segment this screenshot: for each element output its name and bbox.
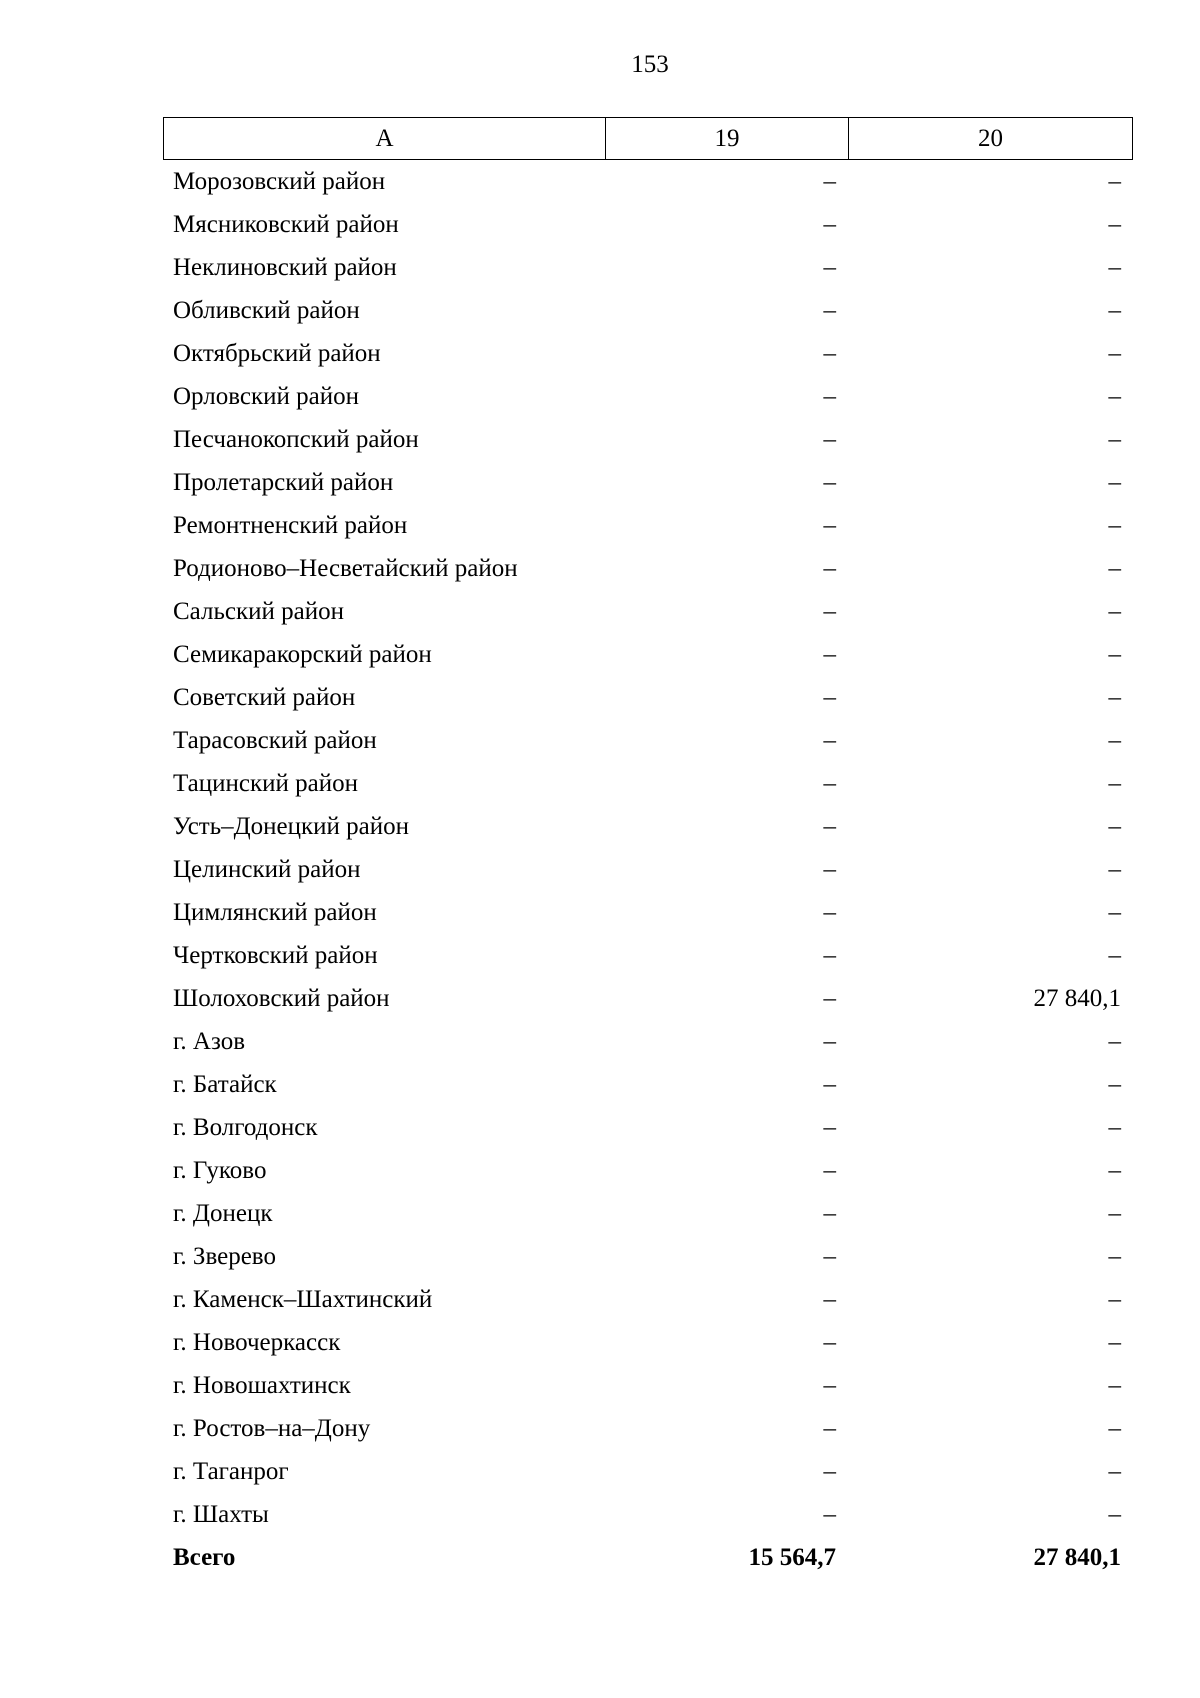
total-value-20: 27 840,1: [1033, 1543, 1121, 1571]
row-value-19: –: [823, 726, 836, 754]
row-value-19: –: [823, 597, 836, 625]
row-value-20: –: [1108, 1285, 1121, 1313]
table-row: [163, 977, 1133, 1020]
row-name: Шолоховский район: [173, 984, 390, 1012]
table-row: [163, 1063, 1133, 1106]
row-value-19: –: [823, 253, 836, 281]
row-name: Целинский район: [173, 855, 361, 883]
row-name: г. Ростов–на–Дону: [173, 1414, 371, 1442]
row-value-19: –: [823, 382, 836, 410]
table-row: [163, 547, 1133, 590]
table-row: [163, 1106, 1133, 1149]
table-row: [163, 332, 1133, 375]
row-value-19: –: [823, 425, 836, 453]
row-name: Пролетарский район: [173, 468, 394, 496]
row-value-20: –: [1108, 898, 1121, 926]
table-row: [163, 504, 1133, 547]
row-value-20: –: [1108, 1457, 1121, 1485]
row-value-20: –: [1108, 1328, 1121, 1356]
row-name: Обливский район: [173, 296, 360, 324]
row-value-20: –: [1108, 253, 1121, 281]
table-row: [163, 160, 1133, 203]
row-value-19: –: [823, 1070, 836, 1098]
data-table: [163, 117, 1133, 1579]
table-row: [163, 1278, 1133, 1321]
row-value-20: –: [1108, 167, 1121, 195]
row-value-19: –: [823, 210, 836, 238]
row-name: Тарасовский район: [173, 726, 377, 754]
row-value-19: –: [823, 855, 836, 883]
total-label: Всего: [173, 1543, 236, 1571]
row-value-19: –: [823, 941, 836, 969]
row-name: Чертковский район: [173, 941, 378, 969]
row-name: Морозовский район: [173, 167, 386, 195]
table-row: [163, 891, 1133, 934]
row-name: г. Азов: [173, 1027, 246, 1055]
row-name: Усть–Донецкий район: [173, 812, 410, 840]
row-name: Тацинский район: [173, 769, 358, 797]
row-value-19: –: [823, 898, 836, 926]
header-cell-a: А: [164, 118, 606, 159]
row-value-20: –: [1108, 1500, 1121, 1528]
table-row: [163, 1364, 1133, 1407]
table-row: [163, 1149, 1133, 1192]
total-value-19: 15 564,7: [748, 1543, 836, 1571]
row-value-19: –: [823, 683, 836, 711]
table-row: [163, 934, 1133, 977]
page-number: 153: [631, 51, 669, 78]
row-value-20: –: [1108, 425, 1121, 453]
row-value-20: –: [1108, 597, 1121, 625]
row-value-19: –: [823, 1113, 836, 1141]
table-row: [163, 1192, 1133, 1235]
table-header: [163, 117, 1133, 160]
row-value-20: –: [1108, 1199, 1121, 1227]
row-value-19: –: [823, 1414, 836, 1442]
table-row: [163, 1407, 1133, 1450]
row-value-19: –: [823, 339, 836, 367]
row-value-19: –: [823, 1371, 836, 1399]
row-name: г. Батайск: [173, 1070, 277, 1098]
row-value-20: –: [1108, 640, 1121, 668]
row-name: г. Донецк: [173, 1199, 273, 1227]
row-value-19: –: [823, 511, 836, 539]
table-row: [163, 203, 1133, 246]
row-value-20: –: [1108, 1156, 1121, 1184]
row-value-20: –: [1108, 1027, 1121, 1055]
total-row: [163, 1536, 1133, 1579]
table-row: [163, 289, 1133, 332]
row-value-20: –: [1108, 554, 1121, 582]
row-value-20: –: [1108, 812, 1121, 840]
row-value-19: –: [823, 984, 836, 1012]
row-value-19: –: [823, 554, 836, 582]
table-row: [163, 848, 1133, 891]
row-value-19: –: [823, 296, 836, 324]
table-row: [163, 1020, 1133, 1063]
row-name: г. Новошахтинск: [173, 1371, 351, 1399]
table-row: [163, 676, 1133, 719]
row-name: г. Гуково: [173, 1156, 267, 1184]
row-name: Мясниковский район: [173, 210, 399, 238]
row-name: Сальский район: [173, 597, 344, 625]
row-name: г. Шахты: [173, 1500, 269, 1528]
row-name: г. Каменск–Шахтинский: [173, 1285, 433, 1313]
row-value-20: –: [1108, 1414, 1121, 1442]
row-value-19: –: [823, 1242, 836, 1270]
row-value-19: –: [823, 1199, 836, 1227]
row-name: Ремонтненский район: [173, 511, 408, 539]
row-name: Советский район: [173, 683, 356, 711]
header-cell-20: 20: [978, 124, 1003, 152]
table-row: [163, 1493, 1133, 1536]
row-name: Неклиновский район: [173, 253, 397, 281]
row-name: Цимлянский район: [173, 898, 377, 926]
row-value-19: –: [823, 1027, 836, 1055]
table-row: [163, 418, 1133, 461]
row-value-20: –: [1108, 511, 1121, 539]
row-value-20: –: [1108, 941, 1121, 969]
table-row: [163, 590, 1133, 633]
row-name: Октябрьский район: [173, 339, 381, 367]
row-value-20: –: [1108, 468, 1121, 496]
row-value-20: –: [1108, 1371, 1121, 1399]
row-value-20: –: [1108, 1113, 1121, 1141]
row-value-19: –: [823, 167, 836, 195]
row-value-19: –: [823, 1500, 836, 1528]
row-value-19: –: [823, 468, 836, 496]
row-value-20: –: [1108, 1070, 1121, 1098]
row-name: г. Новочеркасск: [173, 1328, 341, 1356]
row-value-19: –: [823, 812, 836, 840]
row-value-20: 27 840,1: [1033, 984, 1121, 1012]
table-row: [163, 461, 1133, 504]
header-cell-19: 19: [606, 118, 849, 159]
table-row: [163, 1235, 1133, 1278]
row-value-20: –: [1108, 339, 1121, 367]
row-value-20: –: [1108, 769, 1121, 797]
row-value-20: –: [1108, 683, 1121, 711]
row-value-20: –: [1108, 296, 1121, 324]
row-name: Орловский район: [173, 382, 359, 410]
row-value-19: –: [823, 769, 836, 797]
table-row: [163, 1450, 1133, 1493]
row-name: Родионово–Несветайский район: [173, 554, 518, 582]
row-value-19: –: [823, 1285, 836, 1313]
row-value-19: –: [823, 1156, 836, 1184]
row-value-19: –: [823, 1457, 836, 1485]
row-value-19: –: [823, 640, 836, 668]
row-value-19: –: [823, 1328, 836, 1356]
table-row: [163, 719, 1133, 762]
row-name: г. Зверево: [173, 1242, 276, 1270]
row-name: г. Волгодонск: [173, 1113, 318, 1141]
table-row: [163, 633, 1133, 676]
row-name: г. Таганрог: [173, 1457, 289, 1485]
table-row: [163, 246, 1133, 289]
row-value-20: –: [1108, 210, 1121, 238]
table-body: [163, 160, 1133, 1536]
table-row: [163, 805, 1133, 848]
row-value-20: –: [1108, 1242, 1121, 1270]
row-name: Песчанокопский район: [173, 425, 419, 453]
table-row: [163, 375, 1133, 418]
row-value-20: –: [1108, 726, 1121, 754]
row-value-20: –: [1108, 382, 1121, 410]
row-value-20: –: [1108, 855, 1121, 883]
table-row: [163, 1321, 1133, 1364]
table-row: [163, 762, 1133, 805]
row-name: Семикаракорский район: [173, 640, 432, 668]
